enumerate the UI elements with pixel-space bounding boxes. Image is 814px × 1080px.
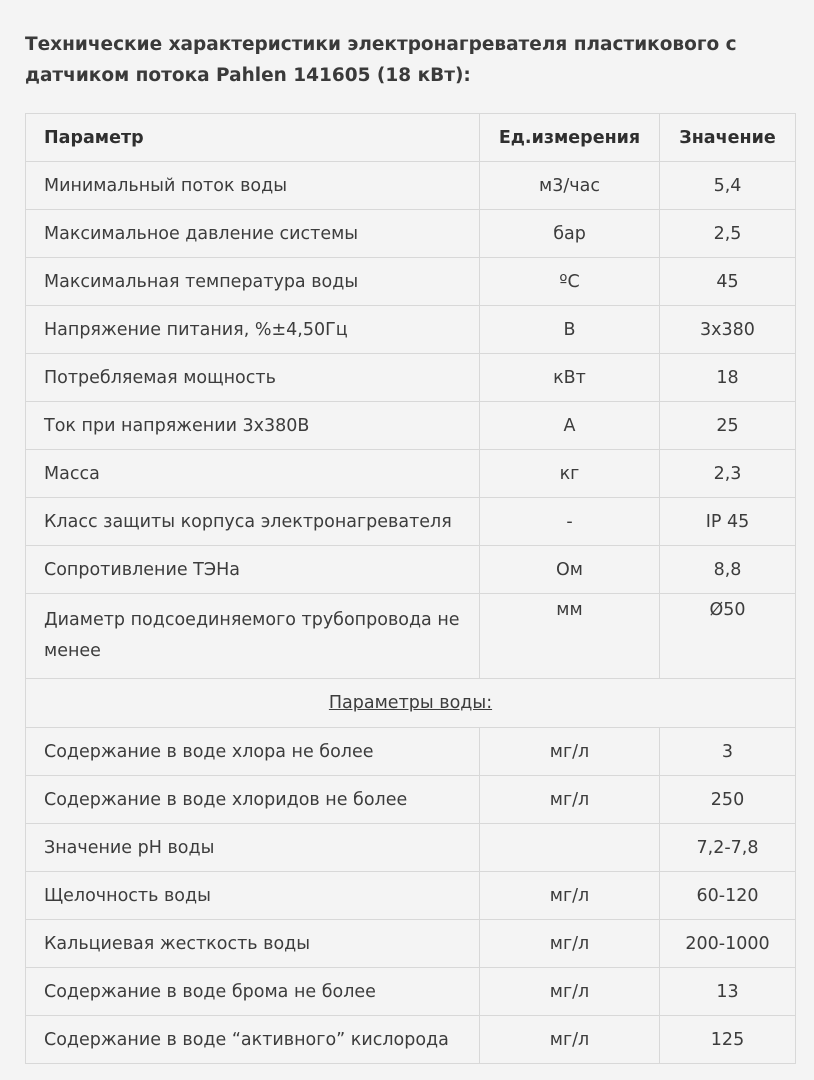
param-unit: мг/л — [480, 920, 660, 968]
param-name: Значение pH воды — [26, 824, 480, 872]
param-unit: А — [480, 402, 660, 450]
table-row — [26, 594, 796, 679]
param-value: 200-1000 — [660, 920, 796, 968]
param-value: 250 — [660, 776, 796, 824]
param-unit: бар — [480, 210, 660, 258]
header-value: Значение — [660, 114, 796, 162]
param-unit: мм — [480, 594, 660, 679]
specs-table — [25, 113, 796, 1064]
param-name: Класс защиты корпуса электронагревателя — [26, 498, 480, 546]
table-row — [26, 210, 796, 258]
table-row — [26, 1016, 796, 1064]
table-row — [26, 968, 796, 1016]
table-row — [26, 824, 796, 872]
param-name: Максимальное давление системы — [26, 210, 480, 258]
param-name: Минимальный поток воды — [26, 162, 480, 210]
table-row — [26, 354, 796, 402]
param-value: 7,2-7,8 — [660, 824, 796, 872]
header-unit: Ед.измерения — [480, 114, 660, 162]
param-value: 5,4 — [660, 162, 796, 210]
table-row — [26, 450, 796, 498]
param-unit: мг/л — [480, 968, 660, 1016]
param-name: Диаметр подсоединяемого трубопровода не менее — [26, 594, 480, 679]
param-name: Сопротивление ТЭНа — [26, 546, 480, 594]
param-value: 2,5 — [660, 210, 796, 258]
table-row — [26, 776, 796, 824]
param-value: 18 — [660, 354, 796, 402]
param-name: Содержание в воде “активного” кислорода — [26, 1016, 480, 1064]
param-unit: кВт — [480, 354, 660, 402]
param-value: 13 — [660, 968, 796, 1016]
param-value: 125 — [660, 1016, 796, 1064]
table-row — [26, 306, 796, 354]
table-row — [26, 402, 796, 450]
param-name: Содержание в воде брома не более — [26, 968, 480, 1016]
table-row — [26, 920, 796, 968]
param-unit: - — [480, 498, 660, 546]
table-row — [26, 258, 796, 306]
param-unit — [480, 824, 660, 872]
param-name: Содержание в воде хлоридов не более — [26, 776, 480, 824]
table-row — [26, 872, 796, 920]
param-unit: мг/л — [480, 776, 660, 824]
param-value: 8,8 — [660, 546, 796, 594]
param-name: Содержание в воде хлора не более — [26, 728, 480, 776]
param-unit: мг/л — [480, 728, 660, 776]
param-value: 60-120 — [660, 872, 796, 920]
param-value: 25 — [660, 402, 796, 450]
param-name: Максимальная температура воды — [26, 258, 480, 306]
header-parameter: Параметр — [26, 114, 480, 162]
param-unit: ºC — [480, 258, 660, 306]
param-value: 45 — [660, 258, 796, 306]
param-unit: м3/час — [480, 162, 660, 210]
param-value: IP 45 — [660, 498, 796, 546]
page-title: Технические характеристики электронагревателя пластикового с датчиком потока Pahlen 141605 (18 кВт): — [25, 34, 737, 86]
param-unit: мг/л — [480, 1016, 660, 1064]
param-value: Ø50 — [660, 594, 796, 679]
section-row — [26, 679, 796, 728]
param-name: Напряжение питания, %±4,50Гц — [26, 306, 480, 354]
table-row — [26, 498, 796, 546]
param-unit: Ом — [480, 546, 660, 594]
param-name: Кальциевая жесткость воды — [26, 920, 480, 968]
param-unit: мг/л — [480, 872, 660, 920]
param-value: 2,3 — [660, 450, 796, 498]
table-row — [26, 728, 796, 776]
table-header-row — [26, 114, 796, 162]
param-name: Потребляемая мощность — [26, 354, 480, 402]
param-name: Щелочность воды — [26, 872, 480, 920]
param-value: 3 — [660, 728, 796, 776]
table-row — [26, 546, 796, 594]
param-name: Ток при напряжении 3х380В — [26, 402, 480, 450]
param-name: Масса — [26, 450, 480, 498]
param-unit: В — [480, 306, 660, 354]
param-unit: кг — [480, 450, 660, 498]
param-value: 3х380 — [660, 306, 796, 354]
section-title-water: Параметры воды: — [26, 679, 796, 728]
table-row — [26, 162, 796, 210]
